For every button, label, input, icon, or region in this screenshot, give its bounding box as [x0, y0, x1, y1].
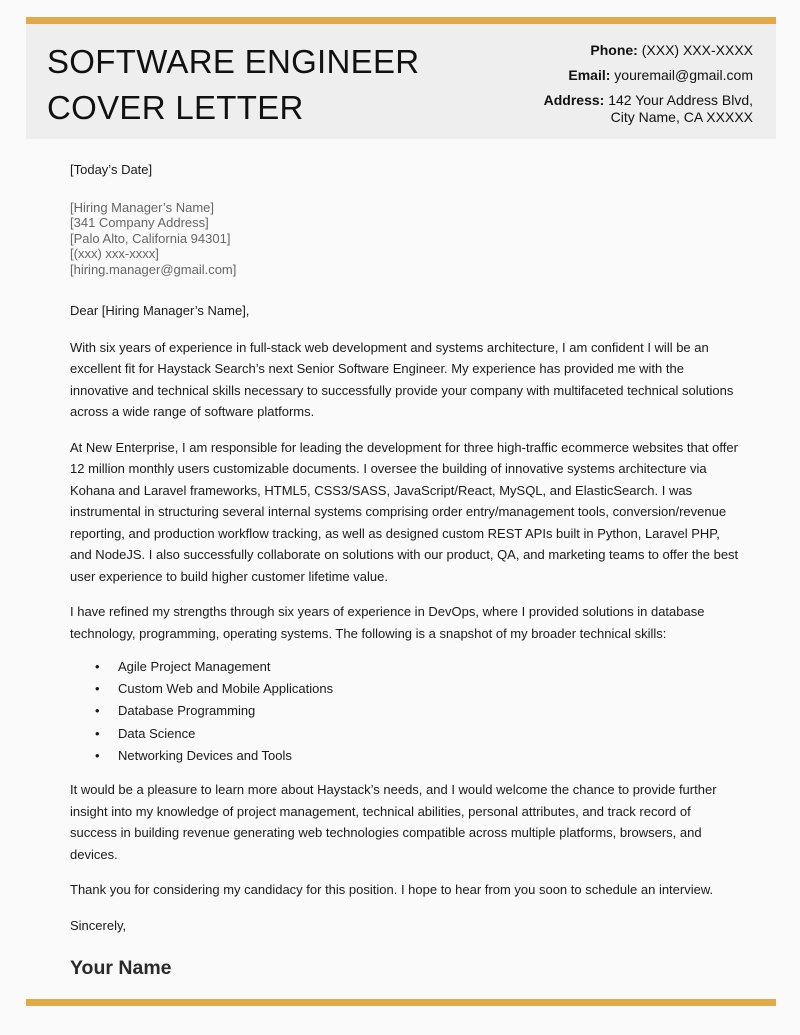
skill-label: Agile Project Management	[118, 659, 271, 674]
email-row	[544, 63, 753, 88]
recipient-address: [341 Company Address]	[70, 215, 209, 230]
bullet-icon: •	[95, 747, 100, 763]
skills-list	[70, 656, 740, 767]
email-value: youremail@gmail.com	[614, 67, 753, 83]
paragraph-thanks: Thank you for considering my candidacy for this position. I hope to hear from you soon to schedule an interview.	[70, 882, 714, 898]
address-label: Address:	[543, 92, 605, 108]
bullet-icon: •	[95, 659, 100, 674]
recipient-city: [Palo Alto, California 94301]	[70, 230, 231, 246]
bullet-icon: •	[95, 681, 100, 697]
recipient-phone: [(xxx) xxx-xxxx]	[70, 246, 159, 261]
paragraph-intro: With six years of experience in full-stack web development and systems architecture, I am confident I will be an excellent fit for Haystack Search’s next Senior Software Engineer. My experience has provided me with the innovative and technical skills necessary to successfully provide your company with multifaceted technical solutions across a wide range of software platforms.	[70, 339, 734, 419]
list-item	[95, 700, 740, 722]
closing-salutation: Sincerely,	[70, 917, 127, 933]
skill-label: Custom Web and Mobile Applications	[118, 681, 334, 697]
list-item	[95, 678, 740, 700]
paragraph-skills-intro: I have refined my strengths through six years of experience in DevOps, where I provided solutions in database technology, programming, operating systems. The following is a snapshot of my broader technical skills:	[70, 604, 705, 641]
signature-name: Your Name	[70, 957, 172, 980]
address-line-1: 142 Your Address Blvd,	[608, 92, 753, 108]
document-title	[47, 39, 419, 131]
skill-label: Networking Devices and Tools	[118, 747, 292, 763]
recipient-name: [Hiring Manager’s Name]	[70, 199, 215, 215]
address-line-2: City Name, CA XXXXX	[610, 109, 753, 125]
list-item	[95, 656, 740, 678]
title-line-1: SOFTWARE ENGINEER	[47, 43, 420, 80]
recipient-email: [hiring.manager@gmail.com]	[70, 261, 237, 277]
recipient-block	[70, 200, 740, 278]
list-item	[95, 723, 740, 745]
paragraph-experience: At New Enterprise, I am responsible for leading the development for three high-traffic ecommerce websites that offer 12 million monthly users customizable documents. I oversee the building of innovative systems architecture via Kohana and Laravel frameworks, HTML5, CSS3/SASS, JavaScript/React, MySQL, and ElasticSearch. I was instrumental in structuring several internal systems comprising order entry/management tools, conversion/revenue reporting, and production workflow tracking, as well as designed custom REST APIs built in Python, Laravel PHP, and NodeJS. I also successfully collaborate on solutions with our product, QA, and marketing teams to offer the best user experience to build higher customer lifetime value.	[70, 439, 739, 584]
email-label: Email:	[568, 67, 611, 83]
phone-label: Phone:	[590, 42, 638, 58]
bullet-icon: •	[95, 725, 100, 741]
address-row	[544, 92, 753, 126]
top-accent-rule	[26, 17, 776, 24]
phone-value: (XXX) XXX-XXXX	[641, 42, 753, 58]
letter-body	[70, 159, 740, 980]
header-band	[26, 24, 776, 139]
skill-label: Data Science	[118, 725, 196, 741]
bullet-icon: •	[95, 703, 100, 719]
contact-block	[544, 38, 753, 126]
letter-date: [Today’s Date]	[70, 162, 153, 177]
title-line-2: COVER LETTER	[47, 89, 304, 126]
greeting: Dear [Hiring Manager’s Name],	[70, 303, 250, 318]
list-item	[95, 745, 740, 767]
bottom-accent-rule	[26, 999, 776, 1006]
paragraph-closing: It would be a pleasure to learn more about Haystack’s needs, and I would welcome the chance to provide further insight into my knowledge of project management, technical abilities, personal attributes, and track record of success in building revenue generating web technologies compatible across multiple platforms, browsers, and devices.	[70, 782, 717, 862]
phone-row	[544, 38, 753, 63]
skill-label: Database Programming	[118, 703, 256, 719]
